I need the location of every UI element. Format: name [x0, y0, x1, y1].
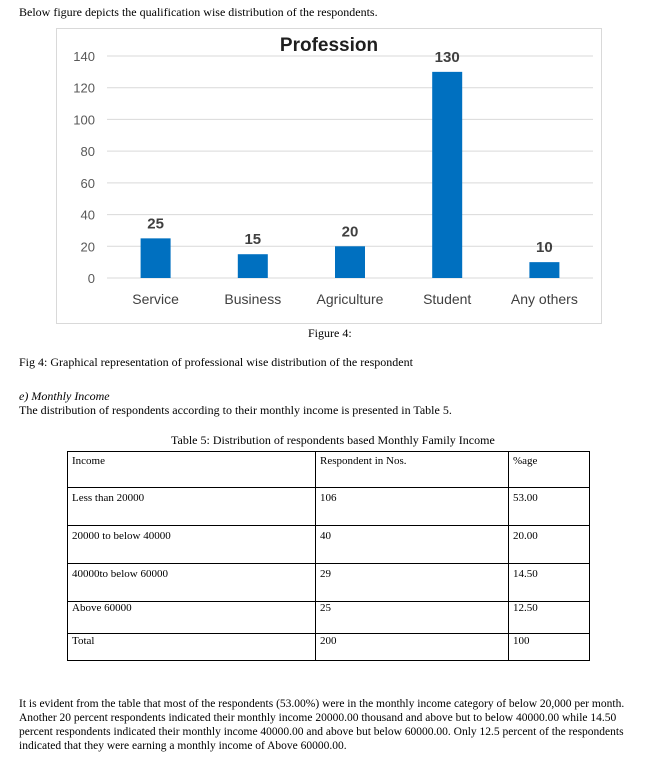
- data-label: 25: [147, 215, 164, 233]
- table-caption: Table 5: Distribution of respondents based Monthly Family Income: [171, 433, 495, 447]
- conclusion-line: percent respondents indicated their monthly income 40000.00 and above but below 60000.00. Only 12.5 percent of the respondents: [19, 726, 624, 738]
- table-cell: 20000 to below 40000: [72, 530, 171, 542]
- table-border-right: [589, 451, 590, 661]
- table-cell: 106: [320, 492, 337, 504]
- table-header-percent: %age: [513, 455, 538, 467]
- table-cell: Total: [72, 635, 95, 647]
- conclusion-line: indicated that they were earning a monthly income of Above 60000.00.: [19, 740, 347, 752]
- table-header-income: Income: [72, 455, 105, 467]
- data-label: 130: [434, 48, 460, 66]
- table-cell: 40: [320, 530, 331, 542]
- section-heading: e) Monthly Income: [19, 389, 110, 403]
- table-border-left: [67, 451, 68, 661]
- y-tick-label: 60: [80, 175, 95, 191]
- table-cell: Less than 20000: [72, 492, 145, 504]
- table-cell: 25: [320, 602, 331, 614]
- table-line: [67, 563, 590, 564]
- data-label: 15: [244, 231, 262, 249]
- x-tick-label: Business: [224, 291, 282, 307]
- table-header-respondents: Respondent in Nos.: [320, 455, 407, 467]
- y-tick-label: 80: [80, 144, 95, 160]
- table-border-bottom: [67, 660, 590, 661]
- table-cell: 20.00: [513, 530, 538, 542]
- income-table: [67, 451, 590, 661]
- table-line: [315, 451, 316, 661]
- table-line: [67, 487, 590, 488]
- x-tick-label: Any others: [510, 291, 578, 307]
- chart-svg: [57, 29, 601, 323]
- section-intro: The distribution of respondents according to their monthly income is presented in Table 5.: [19, 403, 452, 417]
- y-tick-label: 140: [73, 49, 95, 64]
- bar-business: [238, 254, 268, 278]
- profession-chart: [56, 28, 602, 324]
- table-line: [67, 633, 590, 634]
- x-tick-label: Student: [423, 291, 472, 307]
- y-tick-label: 100: [73, 112, 95, 128]
- table-border-top: [67, 451, 590, 452]
- bar-any-others: [529, 262, 559, 278]
- figure-label: Figure 4:: [308, 326, 352, 340]
- data-label: 10: [536, 239, 553, 257]
- conclusion-line: Another 20 percent respondents indicated their monthly income 20000.00 thousand and above but to below 40000.00 while 14.50: [19, 712, 617, 724]
- conclusion-line: It is evident from the table that most of the respondents (53.00%) were in the monthly income category of below 20,000 per month.: [19, 698, 625, 710]
- y-tick-label: 20: [80, 239, 95, 255]
- x-tick-label: Agriculture: [316, 291, 384, 307]
- bar-student: [432, 72, 462, 278]
- bar-agriculture: [335, 246, 365, 278]
- table-cell: 53.00: [513, 492, 538, 504]
- figure-caption: Fig 4: Graphical representation of professional wise distribution of the respondent: [19, 355, 413, 369]
- y-tick-label: 0: [87, 271, 95, 286]
- table-cell: 200: [320, 635, 337, 647]
- intro-text: Below figure depicts the qualification wise distribution of the respondents.: [19, 5, 378, 19]
- y-tick-label: 120: [73, 80, 95, 96]
- table-cell: 40000to below 60000: [72, 568, 168, 580]
- y-tick-label: 40: [80, 207, 95, 223]
- table-cell: 12.50: [513, 602, 538, 614]
- chart-title: Profession: [279, 35, 379, 56]
- table-cell: 29: [320, 568, 331, 580]
- data-label: 20: [341, 223, 359, 241]
- table-cell: 14.50: [513, 568, 538, 580]
- table-line: [508, 451, 509, 661]
- table-cell: 100: [513, 635, 530, 647]
- table-cell: Above 60000: [72, 602, 132, 614]
- table-line: [67, 525, 590, 526]
- x-tick-label: Service: [132, 291, 179, 307]
- bar-service: [141, 238, 171, 278]
